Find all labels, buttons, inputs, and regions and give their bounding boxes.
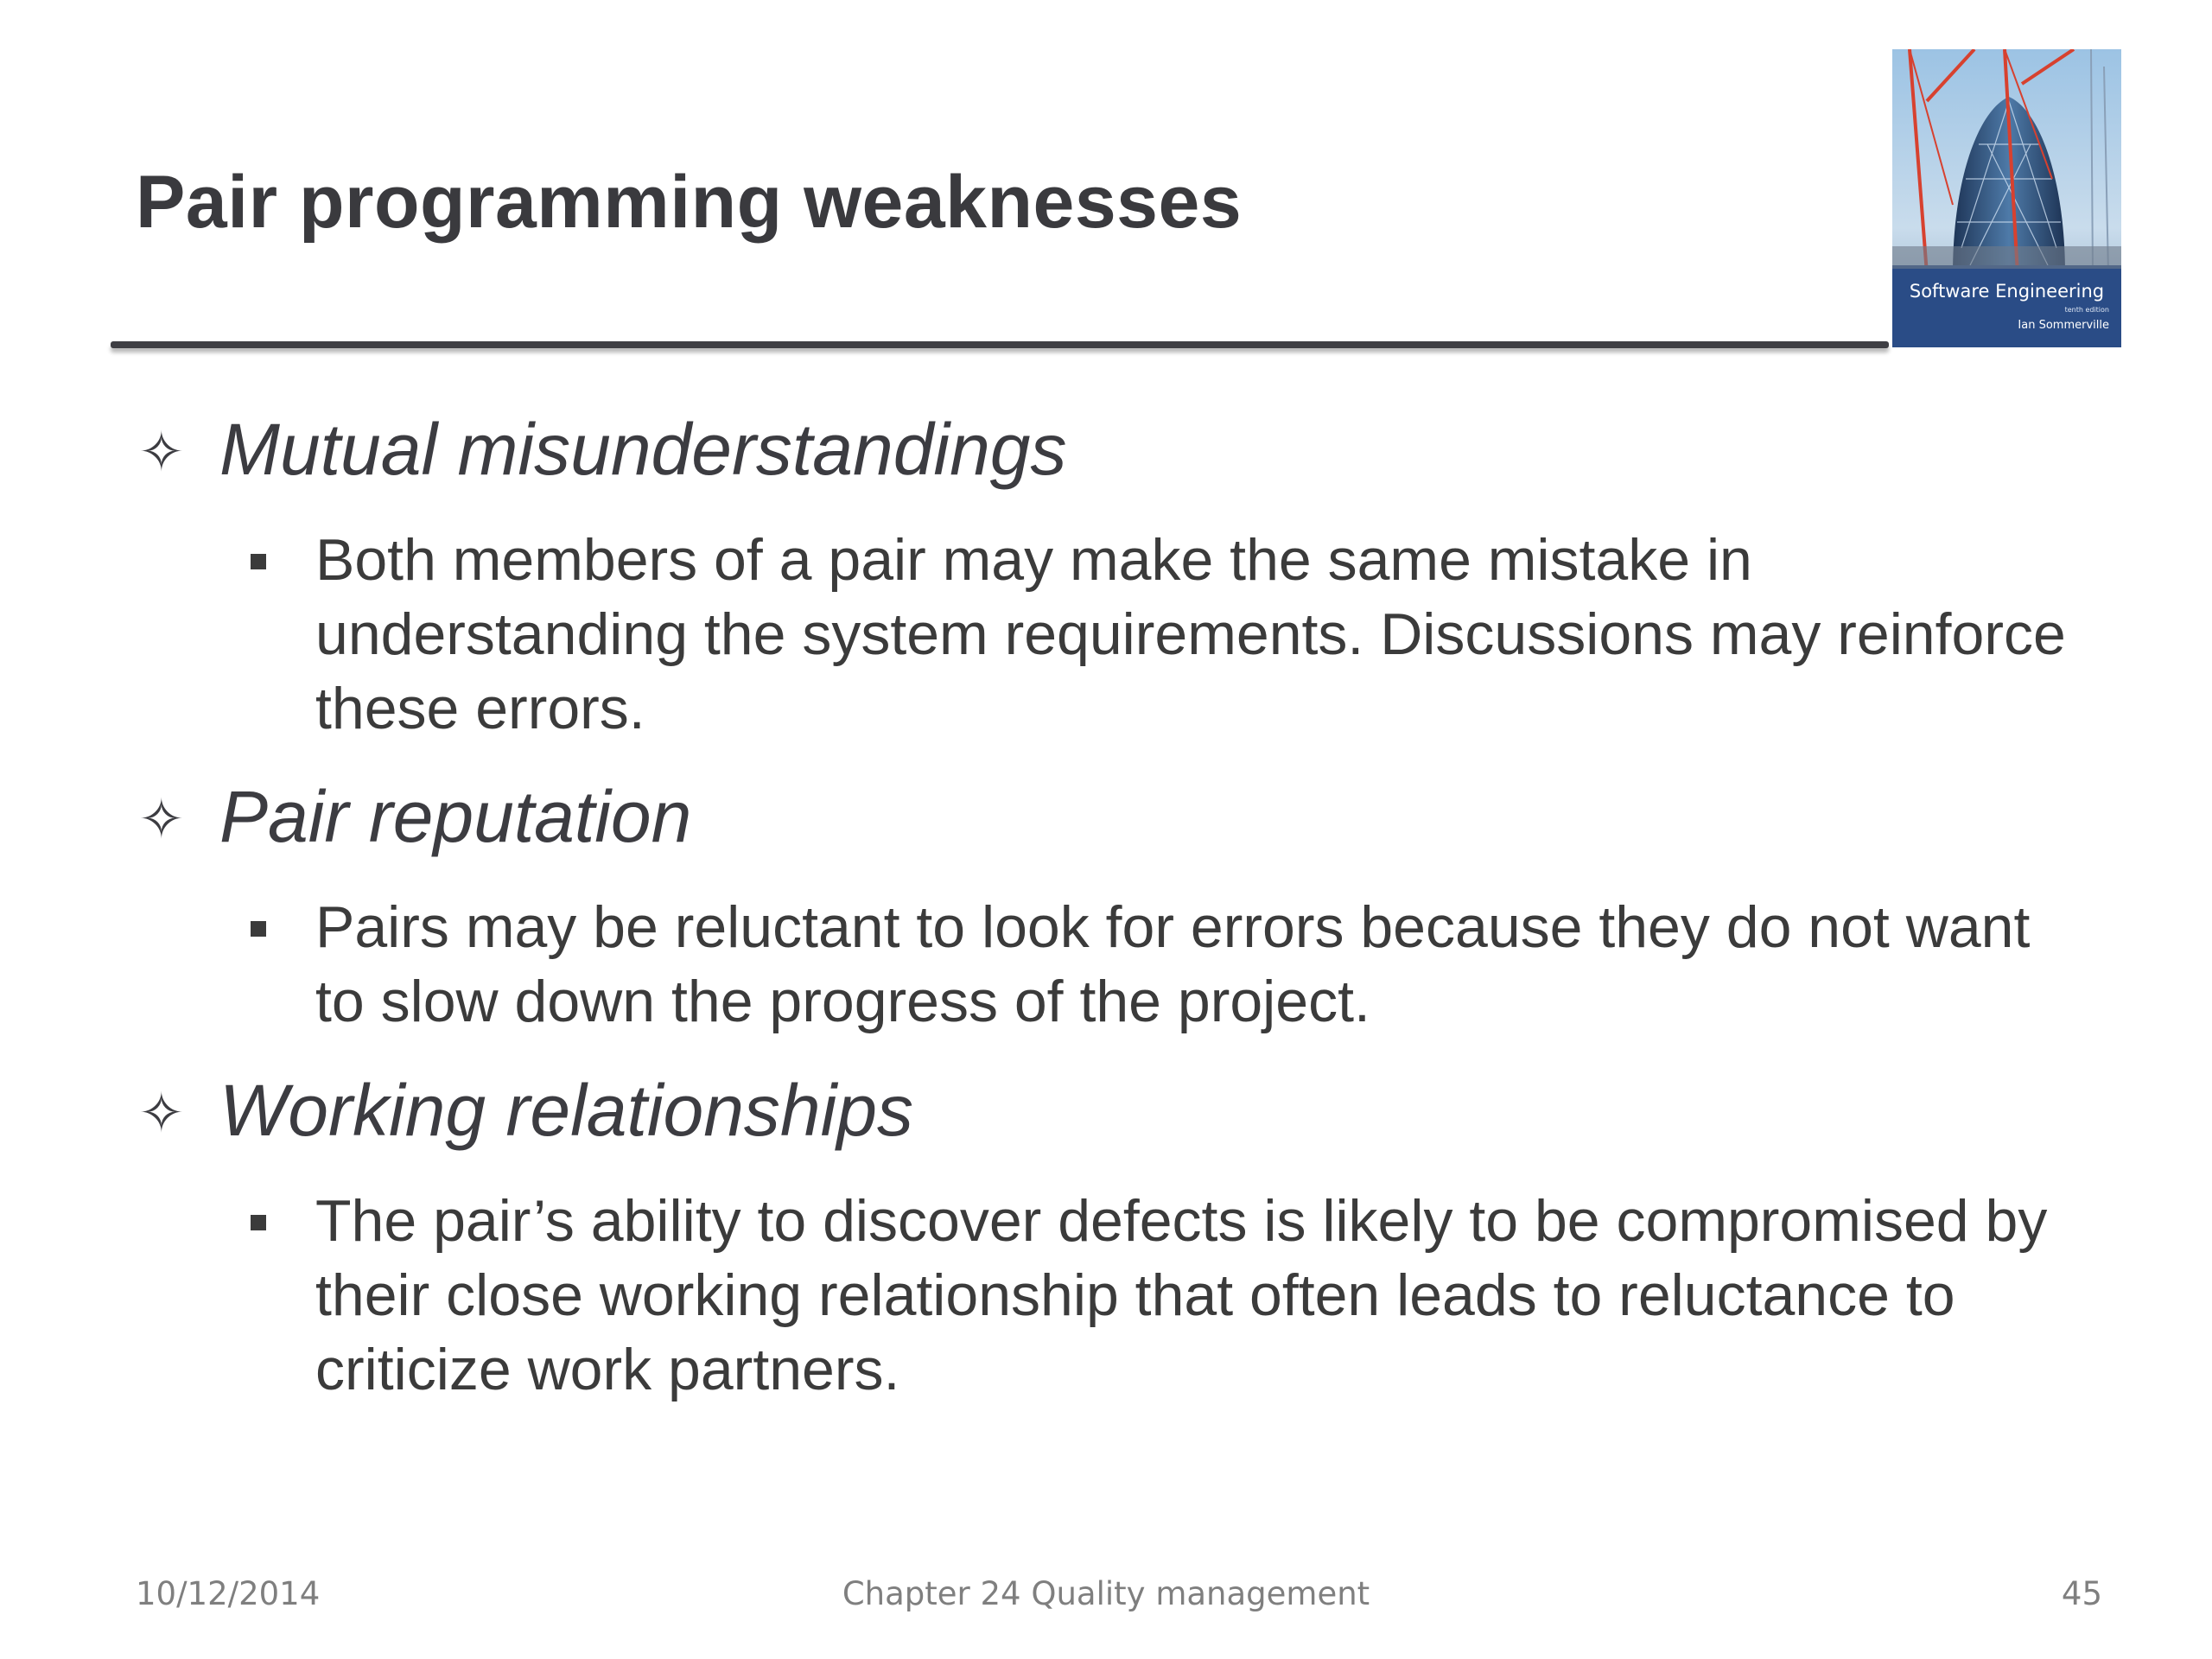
section-heading	[138, 408, 1067, 492]
footer-page-number: 45	[2061, 1575, 2102, 1612]
list-item-text: The pair’s ability to discover defects is likely to be compromised by their close working relationship that often leads to reluctance to criticize work partners.	[315, 1188, 2048, 1402]
section-heading	[138, 775, 691, 859]
cover-edition: tenth edition	[2064, 306, 2109, 314]
list-item	[251, 1184, 2091, 1407]
book-cover-art	[1892, 49, 2121, 347]
section-heading-text: Mutual misunderstandings	[219, 409, 1067, 490]
title-divider	[111, 341, 1889, 348]
four-point-star-icon: ✧	[138, 1082, 185, 1146]
slide-title: Pair programming weaknesses	[136, 161, 1243, 244]
cover-author: Ian Sommerville	[2018, 319, 2109, 332]
cover-title: Software Engineering	[1909, 281, 2105, 302]
section-heading	[138, 1069, 913, 1153]
section-heading-text: Pair reputation	[219, 776, 692, 857]
square-bullet-icon	[251, 554, 266, 569]
list-item-text: Pairs may be reluctant to look for errors because they do not want to slow down the progress of the project.	[315, 894, 2031, 1034]
list-item	[251, 523, 2091, 746]
square-bullet-icon	[251, 921, 266, 937]
section-heading-text: Working relationships	[219, 1070, 914, 1151]
list-item-text: Both members of a pair may make the same mistake in understanding the system requirements. Discussions may reinforce these errors.	[315, 527, 2066, 741]
square-bullet-icon	[251, 1215, 266, 1230]
four-point-star-icon: ✧	[138, 788, 185, 852]
book-cover-image	[1892, 49, 2121, 347]
footer-date: 10/12/2014	[136, 1575, 321, 1612]
four-point-star-icon: ✧	[138, 421, 185, 485]
list-item	[251, 890, 2091, 1039]
footer-chapter: Chapter 24 Quality management	[842, 1575, 1370, 1612]
